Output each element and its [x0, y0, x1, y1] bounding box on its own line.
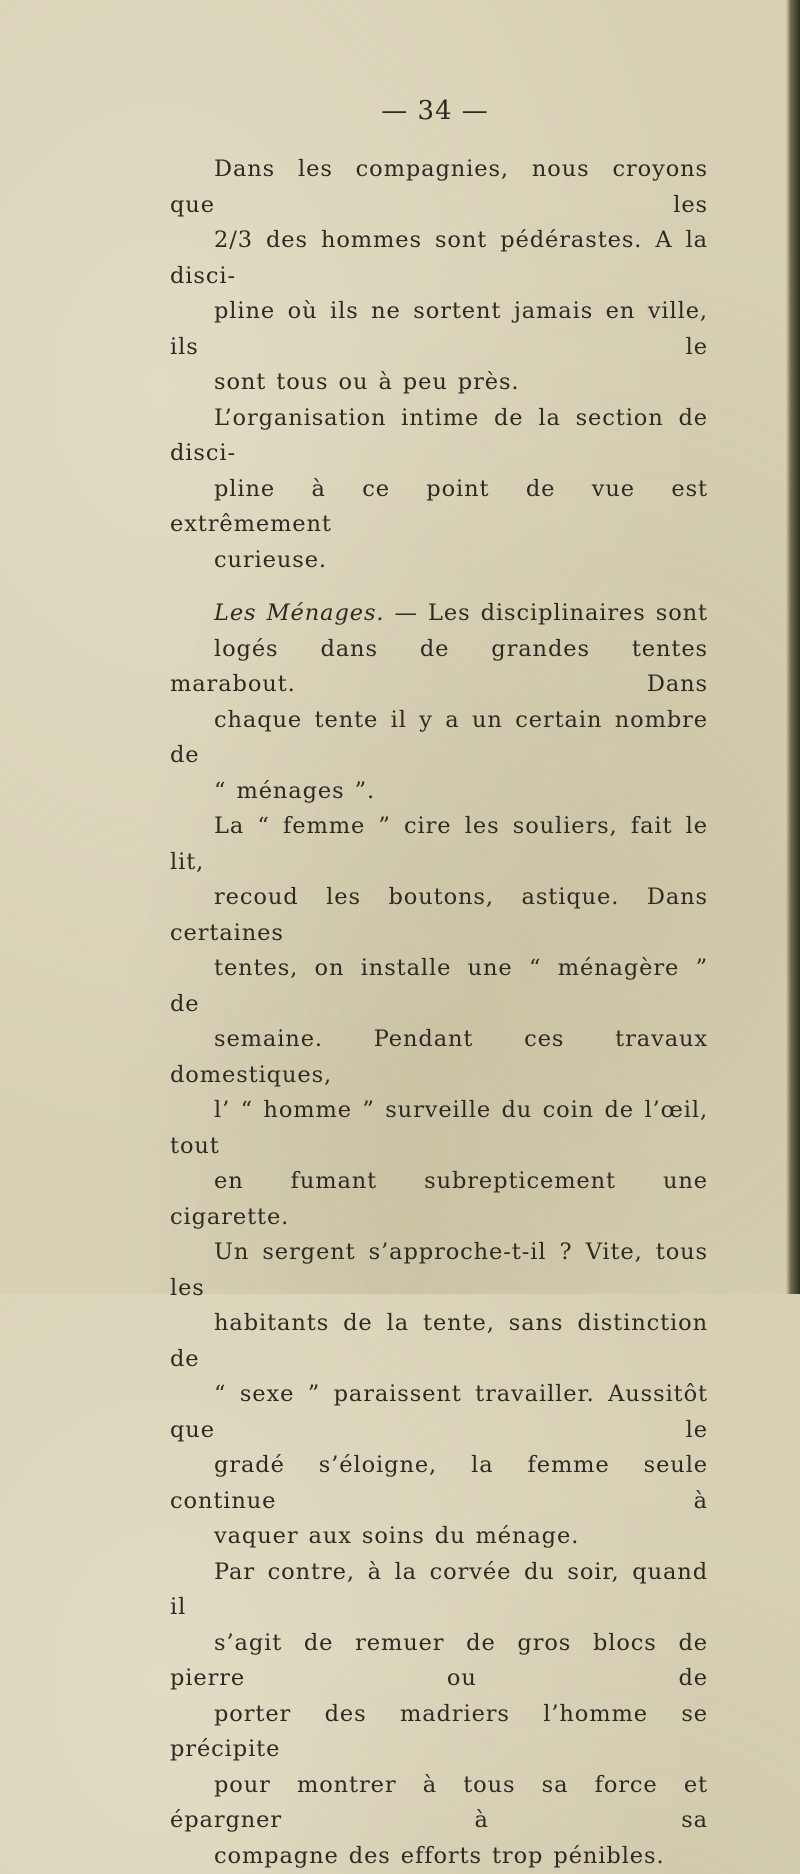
paragraph-1	[170, 152, 708, 401]
text-line: “ ménages ”.	[170, 774, 708, 810]
paragraph-3	[170, 596, 708, 809]
text-line: tentes, on installe une “ ménagère ” de	[170, 951, 708, 1022]
text-line: gradé s’éloigne, la femme seule continue à	[170, 1448, 708, 1519]
text-line: logés dans de grandes tentes marabout. Dans	[170, 632, 708, 703]
text-line: Par contre, à la corvée du soir, quand il	[170, 1555, 708, 1626]
text-line: pline à ce point de vue est extrêmement	[170, 472, 708, 543]
text-line: recoud les boutons, astique. Dans certaines	[170, 880, 708, 951]
page-number: — 34 —	[0, 96, 800, 126]
page-edge-shadow	[786, 0, 800, 1294]
text-line: pline où ils ne sortent jamais en ville, ils le	[170, 294, 708, 365]
paragraph-5	[170, 1235, 708, 1555]
text-line: l’ “ homme ” surveille du coin de l’œil, tout	[170, 1093, 708, 1164]
paragraph-2	[170, 401, 708, 579]
text-line: s’agit de remuer de gros blocs de pierre ou de	[170, 1626, 708, 1697]
text-line: pour montrer à tous sa force et épargner à sa	[170, 1768, 708, 1839]
text-line: vaquer aux soins du ménage.	[170, 1519, 708, 1555]
text-line: habitants de la tente, sans distinction de	[170, 1306, 708, 1377]
text-line: semaine. Pendant ces travaux domestiques,	[170, 1022, 708, 1093]
text-line: chaque tente il y a un certain nombre de	[170, 703, 708, 774]
text-line: curieuse.	[170, 543, 708, 579]
text-line: sont tous ou à peu près.	[170, 365, 708, 401]
body-text	[170, 152, 708, 1874]
section-gap	[170, 578, 708, 596]
text-line: 2/3 des hommes sont pédérastes. A la disci-	[170, 223, 708, 294]
text-line: porter des madriers l’homme se précipite	[170, 1697, 708, 1768]
text-line	[170, 596, 708, 632]
text-line: La “ femme ” cire les souliers, fait le lit,	[170, 809, 708, 880]
text-line: en fumant subrepticement une cigarette.	[170, 1164, 708, 1235]
text-fragment: — Les disciplinaires sont	[384, 600, 708, 626]
section-title: Les Ménages.	[214, 600, 384, 626]
text-line: Un sergent s’approche-t-il ? Vite, tous les	[170, 1235, 708, 1306]
text-line: compagne des efforts trop pénibles.	[170, 1839, 708, 1874]
paragraph-6	[170, 1555, 708, 1874]
text-line: Dans les compagnies, nous croyons que les	[170, 152, 708, 223]
text-line: L’organisation intime de la section de disci-	[170, 401, 708, 472]
text-line: “ sexe ” paraissent travailler. Aussitôt que le	[170, 1377, 708, 1448]
paragraph-4	[170, 809, 708, 1235]
